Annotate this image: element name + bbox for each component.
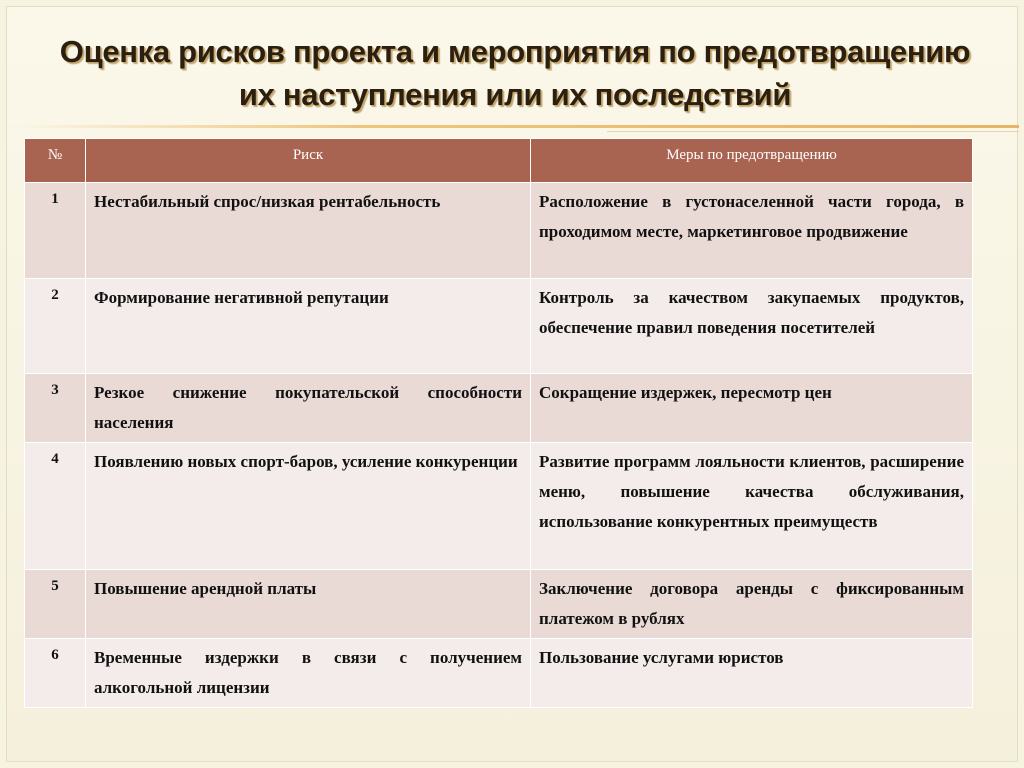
row-risk: Нестабильный спрос/низкая рентабельность bbox=[86, 183, 531, 279]
row-number: 4 bbox=[25, 443, 86, 570]
slide-title-line-2: их наступления или их последствий bbox=[238, 77, 792, 112]
header-risk: Риск bbox=[86, 139, 531, 183]
slide-title bbox=[20, 30, 1010, 116]
table-row bbox=[25, 183, 973, 279]
risk-table bbox=[24, 138, 973, 708]
row-risk: Временные издержки в связи с получением алкогольной лицензии bbox=[86, 639, 531, 708]
title-underline bbox=[7, 125, 1019, 128]
row-number: 5 bbox=[25, 570, 86, 639]
table-row bbox=[25, 639, 973, 708]
row-measures: Заключение договора аренды с фиксированным платежом в рублях bbox=[531, 570, 973, 639]
header-number: № bbox=[25, 139, 86, 183]
row-measures: Сокращение издержек, пересмотр цен bbox=[531, 374, 973, 443]
slide-title-line-1: Оценка рисков проекта и мероприятия по предотвращению bbox=[59, 34, 971, 69]
row-measures: Пользование услугами юристов bbox=[531, 639, 973, 708]
row-number: 6 bbox=[25, 639, 86, 708]
row-risk: Формирование негативной репутации bbox=[86, 279, 531, 374]
row-measures: Контроль за качеством закупаемых продуктов, обеспечение правил поведения посетителей bbox=[531, 279, 973, 374]
row-measures: Расположение в густонаселенной части города, в проходимом месте, маркетинговое продвижение bbox=[531, 183, 973, 279]
table-row bbox=[25, 374, 973, 443]
row-risk: Резкое снижение покупательской способности населения bbox=[86, 374, 531, 443]
row-measures: Развитие программ лояльности клиентов, расширение меню, повышение качества обслуживания, использование конкурентных преимуществ bbox=[531, 443, 973, 570]
table-header-row bbox=[25, 139, 973, 183]
row-number: 3 bbox=[25, 374, 86, 443]
row-risk: Появлению новых спорт-баров, усиление конкуренции bbox=[86, 443, 531, 570]
table-row bbox=[25, 570, 973, 639]
table-row bbox=[25, 279, 973, 374]
title-underline-thin bbox=[607, 131, 1019, 132]
row-number: 2 bbox=[25, 279, 86, 374]
row-risk: Повышение арендной платы bbox=[86, 570, 531, 639]
table-row bbox=[25, 443, 973, 570]
header-measures: Меры по предотвращению bbox=[531, 139, 973, 183]
row-number: 1 bbox=[25, 183, 86, 279]
